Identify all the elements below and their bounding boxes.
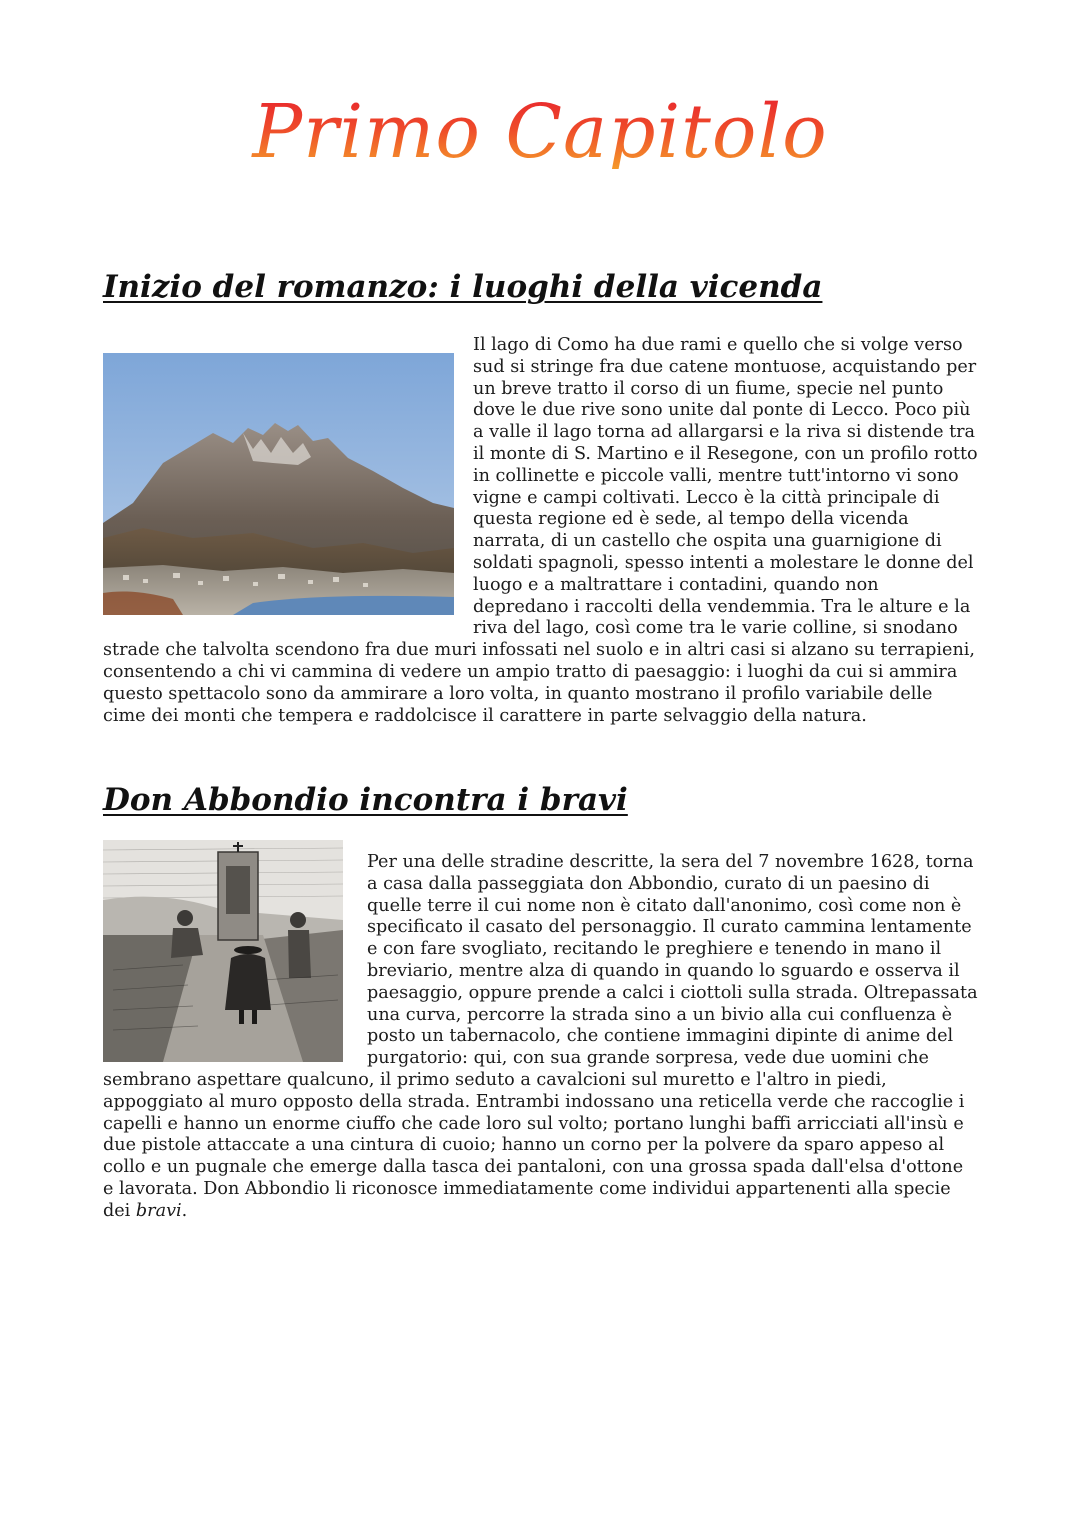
section-heading-bravi: Don Abbondio incontra i bravi [103,782,628,818]
section-heading-luoghi: Inizio del romanzo: i luoghi della vicenda [103,269,823,305]
section-text-luoghi: Il lago di Como ha due rami e quello che si volge verso sud si stringe fra due catene montuose, acquistando per un breve tratto il corso di un fiume, specie nel punto dove le due rive sono unite dal ponte di Lecco. Poco più a valle il lago torna ad allargarsi e la riva si distende tra il monte di S. Martino e il Resegone, con un profilo rotto in collinette e piccole valli, mentre tutt'intorno vi sono vigne e campi coltivati. Lecco è la città principale di questa regione ed è sede, al tempo della vicenda narrata, di un castello che ospita una guarnigione di soldati spagnoli, spesso intenti a molestare le donne del luogo e a maltrattare i contadini, quando non depredano i raccolti della vendemmia. Tra le alture e la riva del lago, così come tra le varie colline, si snodano strade che talvolta scendono fra due muri infossati nel suolo e in altri casi si alzano su terrapieni, consentendo a chi vi cammina di vedere un ampio tratto di paesaggio: i luoghi da cui si ammira questo spettacolo sono da ammirare a loro volta, in quanto mostrano il profilo variabile delle cime dei monti che tempera e raddolcisce il carattere in parte selvaggio della natura. [103,335,978,726]
section-bravi [103,852,978,1223]
section-text-bravi-body: Per una delle stradine descritte, la sera del 7 novembre 1628, torna a casa dalla passeggiata don Abbondio, curato di un paesino di quelle terre il cui nome non è citato dall'anonimo, così come non è specificato il casato del personaggio. Il curato cammina lentamente e con fare svogliato, recitando le preghiere e tenendo in mano il breviario, mentre alza di quando in quando lo sguardo e osserva il paesaggio, oppure prende a calci i ciottoli sulla strada. Oltrepassata una curva, percorre la strada sino a un bivio alla cui confluenza è posto un tabernacolo, che contiene immagini dipinte di anime del purgatorio: qui, con sua grande sorpresa, vede due uomini che sembrano aspettare qualcuno, il primo seduto a cavalcioni sul muretto e l'altro in piedi, appoggiato al muro opposto della strada. Entrambi indossano una reticella verde che raccoglie i capelli e hanno un enorme ciuffo che cade loro sul volto; portano lunghi baffi arricciati all'insù e due pistole attaccate a una cintura di cuoio; hanno un corno per la polvere da sparo appeso al collo e un pugnale che emerge dalla tasca dei pantaloni, con una grossa spada dall'elsa d'ottone e lavorata. Don Abbondio li riconosce immediatamente come individui appartenenti alla specie dei [103,852,978,1221]
page-title: Primo Capitolo [0,95,1080,169]
lake-como-photo [103,353,454,615]
don-abbondio-engraving [103,840,343,1062]
section-luoghi [103,335,978,727]
section-text-bravi-end: . [181,1200,188,1221]
mountain-lake-photo-icon [103,353,454,615]
engraving-illustration-icon [103,840,343,1062]
bravi-italic-word: bravi [135,1200,182,1221]
